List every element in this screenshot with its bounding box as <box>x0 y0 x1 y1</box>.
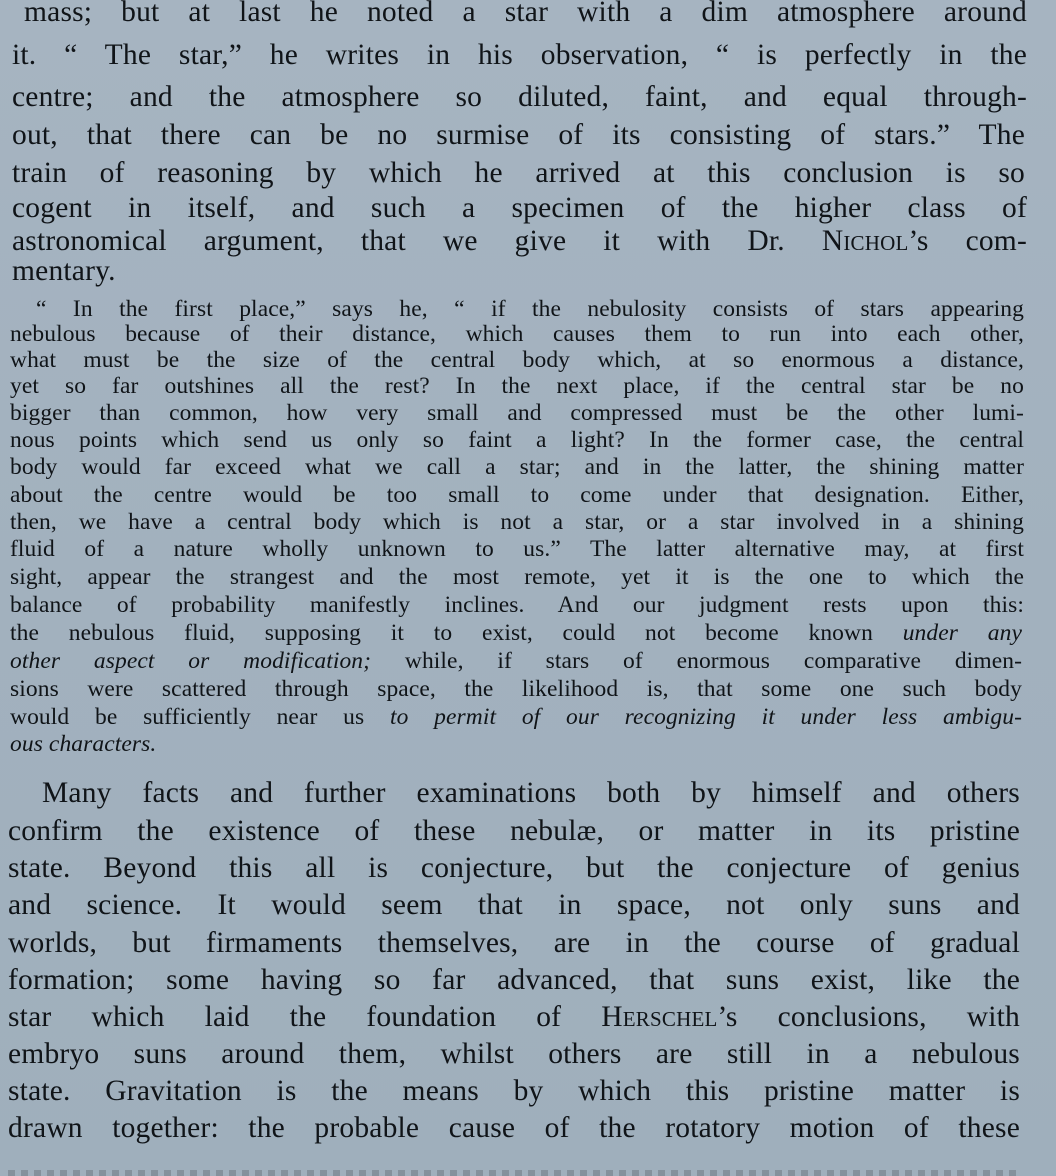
para1-line-5: train of reasoning by which he arrived at this conclusion is so <box>12 157 1025 189</box>
quote-line-14 <box>10 649 1022 673</box>
para2-line-7-end: ’s conclusions, with <box>717 1001 1020 1033</box>
quote-line-15: sions were scattered through space, the likelihood is, that some one such body <box>10 676 1022 702</box>
author-name-nichol: Nichol <box>821 225 909 257</box>
para1-line-2: it. “ The star,” he writes in his observation, “ is perfectly in the <box>12 39 1027 71</box>
quote-line-10: fluid of a nature wholly unknown to us.” The latter alternative may, at first <box>10 536 1024 562</box>
quote-line-3: what must be the size of the central body which, at so enormous a distance, <box>10 347 1024 373</box>
para1-line-8: mentary. <box>12 255 116 287</box>
para1-line-4: out, that there can be no surmise of its consisting of stars.” The <box>12 119 1025 151</box>
quote-line-16 <box>10 705 1022 729</box>
para1-line-6: cogent in itself, and such a specimen of the higher class of <box>12 192 1027 224</box>
quote-line-13 <box>10 621 1022 645</box>
para1-line-7-end: ’s com- <box>908 225 1027 257</box>
para1-line-7-text: astronomical argument, that we give it with Dr. <box>12 225 822 257</box>
quote-emphasis-1: under any <box>902 620 1023 646</box>
quote-line-6: nous points which send us only so faint a light? In the former case, the central <box>10 427 1024 453</box>
para2-line-6: formation; some having so far advanced, that suns exist, like the <box>8 964 1020 996</box>
para1-line-7 <box>12 223 1027 259</box>
quote-emphasis-2: other aspect or modification; <box>10 648 372 674</box>
para2-line-4: and science. It would seem that in space, not only suns and <box>8 889 1020 921</box>
para2-line-7 <box>8 999 1020 1035</box>
quote-line-2: nebulous because of their distance, which causes them to run into each other, <box>10 321 1024 347</box>
quote-line-12: balance of probability manifestly inclines. And our judgment rests upon this: <box>10 592 1024 618</box>
clipped-bottom-line <box>8 1160 1018 1176</box>
quote-line-1: “ In the first place,” says he, “ if the nebulosity consists of stars appearing <box>36 296 1024 322</box>
para2-line-8: embryo suns around them, whilst others are still in a nebulous <box>8 1038 1020 1070</box>
quote-emphasis-3: to permit of our recognizing it under less ambigu- <box>389 704 1022 730</box>
quote-line-5: bigger than common, how very small and compressed must be the other lumi- <box>10 400 1024 426</box>
para2-line-1: Many facts and further examinations both by himself and others <box>42 777 1020 809</box>
quote-line-17 <box>10 732 156 756</box>
para2-line-5: worlds, but firmaments themselves, are in the course of gradual <box>8 927 1020 959</box>
quote-emphasis-4: ous characters. <box>10 731 157 757</box>
quote-line-16-text: would be sufficiently near us <box>10 704 390 730</box>
para2-line-10: drawn together: the probable cause of the rotatory motion of these <box>8 1112 1020 1144</box>
quote-line-7: body would far exceed what we call a star; and in the latter, the shining matter <box>10 454 1024 480</box>
author-name-herschel: Herschel <box>601 1001 718 1033</box>
para1-line-3: centre; and the atmosphere so diluted, faint, and equal through- <box>12 81 1027 113</box>
para2-line-3: state. Beyond this all is conjecture, but the conjecture of genius <box>8 852 1020 884</box>
para2-line-9: state. Gravitation is the means by which this pristine matter is <box>8 1075 1020 1107</box>
quote-line-9: then, we have a central body which is not a star, or a star involved in a shining <box>10 509 1024 535</box>
quote-line-8: about the centre would be too small to come under that designation. Either, <box>10 482 1024 508</box>
quote-line-4: yet so far outshines all the rest? In the next place, if the central star be no <box>10 373 1024 399</box>
quote-line-11: sight, appear the strangest and the most remote, yet it is the one to which the <box>10 564 1024 590</box>
quote-line-13-text: the nebulous fluid, supposing it to exist, could not become known <box>10 620 903 646</box>
quote-line-14-text: while, if stars of enormous comparative dimen- <box>371 648 1022 674</box>
para1-line-1: mass; but at last he noted a star with a dim atmosphere around <box>24 0 1027 28</box>
para2-line-7-text: star which laid the foundation of <box>8 1001 602 1033</box>
para2-line-2: confirm the existence of these nebulæ, or matter in its pristine <box>8 815 1020 847</box>
